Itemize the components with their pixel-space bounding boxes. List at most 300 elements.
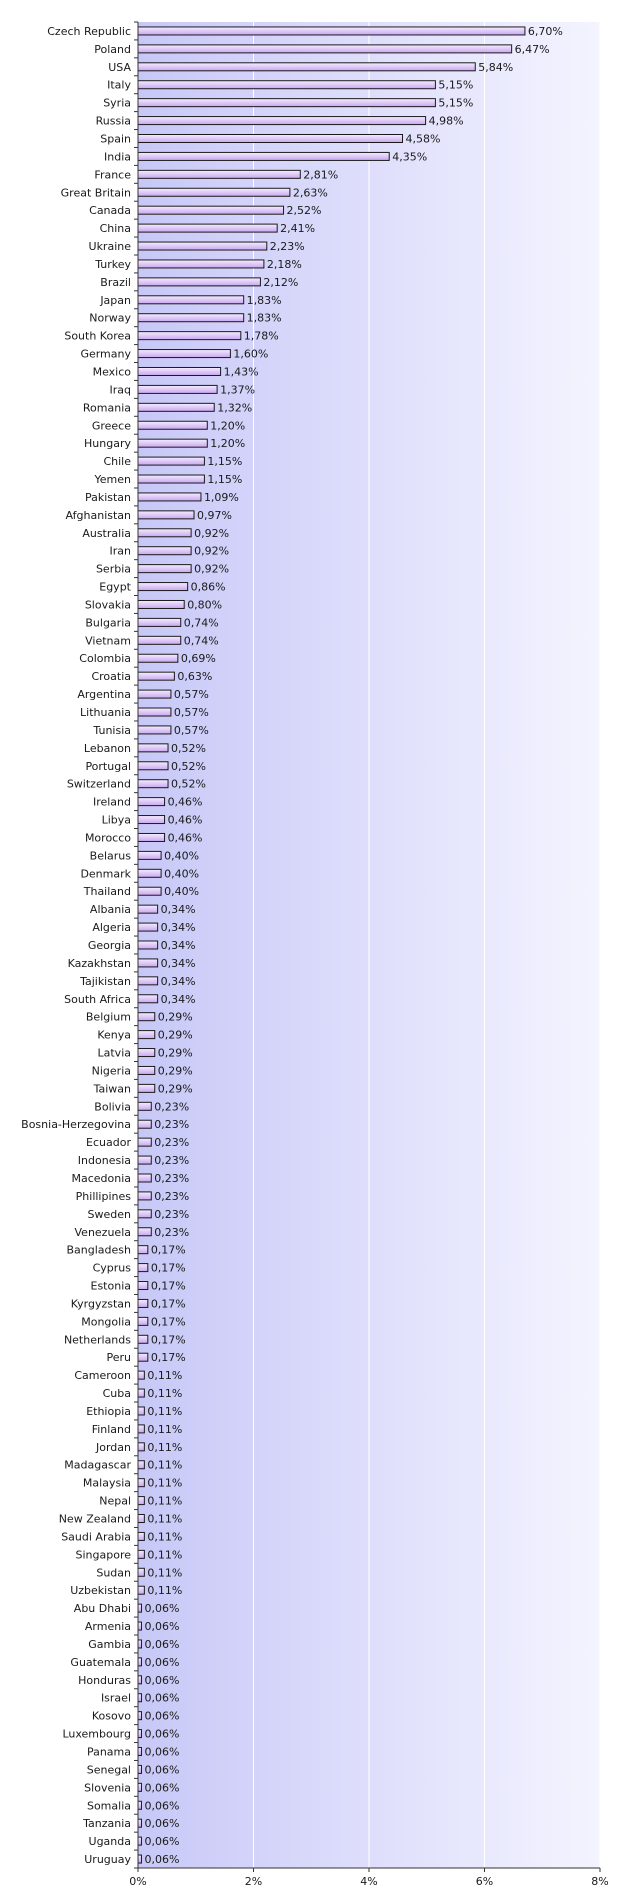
bar: [138, 1335, 148, 1343]
bar: [138, 1228, 151, 1236]
category-label: China: [99, 222, 131, 236]
value-label: 0,57%: [173, 723, 209, 737]
bar: [138, 600, 184, 608]
value-label: 0,29%: [157, 1046, 193, 1060]
value-label: 1,83%: [246, 293, 282, 307]
value-label: 0,06%: [144, 1637, 180, 1651]
bar: [138, 941, 158, 949]
bar: [138, 1371, 144, 1379]
category-label: Peru: [106, 1351, 131, 1365]
category-label: Senegal: [86, 1763, 131, 1777]
value-label: 0,40%: [164, 849, 200, 863]
bar: [138, 224, 277, 232]
category-label: Ukraine: [88, 240, 131, 254]
category-label: Luxembourg: [62, 1727, 131, 1741]
category-label: Algeria: [92, 921, 131, 935]
category-labels: [21, 25, 132, 1866]
bar: [138, 1282, 148, 1290]
value-label: 0,29%: [157, 1028, 193, 1042]
value-label: 0,52%: [171, 759, 206, 773]
bar: [138, 1622, 141, 1630]
value-label: 0,23%: [154, 1154, 190, 1168]
bar: [138, 995, 158, 1003]
bar: [138, 278, 260, 286]
x-tick-label: 2%: [244, 1875, 263, 1888]
category-label: Georgia: [87, 939, 131, 952]
bar: [138, 529, 191, 537]
bar: [138, 869, 161, 877]
bar: [138, 1049, 155, 1057]
category-label: South Korea: [64, 329, 131, 343]
bar: [138, 1425, 144, 1433]
bar: [138, 690, 171, 698]
bar: [138, 1568, 144, 1576]
category-label: Norway: [89, 311, 131, 325]
value-label: 0,06%: [144, 1781, 180, 1795]
category-label: Spain: [100, 132, 131, 146]
bar: [138, 1353, 148, 1361]
value-label: 4,58%: [405, 132, 441, 146]
value-label: 0,34%: [160, 939, 196, 952]
value-label: 1,32%: [217, 401, 253, 415]
bar: [138, 475, 204, 483]
bar: [138, 45, 512, 53]
bar: [138, 242, 267, 250]
bar: [138, 1532, 144, 1540]
value-label: 0,06%: [144, 1853, 180, 1867]
category-label: Netherlands: [63, 1333, 131, 1347]
category-label: South Africa: [64, 992, 131, 1006]
category-label: Sweden: [87, 1207, 131, 1221]
bar: [138, 1461, 144, 1469]
bar: [138, 1550, 144, 1558]
bar: [138, 457, 204, 465]
value-label: 4,98%: [428, 114, 464, 128]
category-label: Italy: [107, 78, 131, 92]
value-label: 5,15%: [438, 96, 474, 110]
value-label: 0,34%: [160, 992, 196, 1006]
category-label: Latvia: [97, 1046, 131, 1060]
category-label: Chile: [103, 455, 131, 469]
category-label: Finland: [91, 1422, 131, 1436]
category-label: Brazil: [100, 275, 131, 289]
category-label: Nepal: [99, 1494, 131, 1508]
value-label: 5,15%: [438, 78, 474, 92]
bar: [138, 780, 168, 788]
value-label: 0,17%: [150, 1297, 186, 1311]
category-label: Gambia: [88, 1637, 131, 1651]
category-label: Mongolia: [81, 1315, 131, 1329]
bar: [138, 1317, 148, 1325]
bar: [138, 99, 435, 107]
value-label: 0,23%: [154, 1207, 190, 1221]
bar: [138, 905, 158, 913]
bar: [138, 583, 188, 591]
bar: [138, 547, 191, 555]
category-label: Phillipines: [75, 1189, 131, 1203]
value-label: 5,84%: [478, 60, 514, 74]
value-label: 0,23%: [154, 1100, 190, 1114]
value-label: 0,46%: [167, 831, 203, 845]
category-label: Romania: [82, 401, 131, 415]
bar: [138, 887, 161, 895]
value-label: 6,70%: [527, 24, 563, 38]
category-label: Ireland: [92, 795, 131, 809]
bar: [138, 188, 290, 196]
value-label: 0,06%: [144, 1763, 180, 1777]
category-label: Tajikistan: [80, 974, 131, 988]
category-label: Cuba: [102, 1387, 131, 1401]
value-label: 0,40%: [164, 867, 200, 881]
category-label: India: [104, 150, 131, 164]
value-label: 0,17%: [150, 1351, 186, 1365]
category-label: Israel: [100, 1691, 131, 1705]
category-label: Indonesia: [77, 1154, 131, 1168]
value-label: 2,63%: [292, 186, 328, 200]
bar: [138, 1120, 151, 1128]
value-label: 4,35%: [392, 150, 428, 164]
category-label: Lebanon: [83, 741, 131, 755]
category-label: Mexico: [92, 365, 131, 379]
value-label: 0,06%: [144, 1673, 180, 1687]
bar: [138, 1031, 155, 1039]
category-label: Egypt: [99, 580, 131, 594]
category-label: Cyprus: [92, 1261, 131, 1275]
bar: [138, 439, 207, 447]
bar: [138, 1712, 141, 1720]
category-label: Belarus: [89, 849, 131, 863]
category-label: Colombia: [79, 652, 131, 666]
bar: [138, 1730, 141, 1738]
x-tick-label: 8%: [591, 1875, 609, 1888]
value-label: 0,23%: [154, 1171, 190, 1185]
category-label: Bulgaria: [85, 616, 131, 630]
category-label: Poland: [94, 42, 131, 56]
category-label: Afghanistan: [65, 508, 131, 522]
bar: [138, 332, 241, 340]
bar: [138, 1640, 141, 1648]
bar: [138, 1084, 155, 1092]
category-label: Switzerland: [66, 777, 131, 791]
category-label: Libya: [101, 813, 131, 827]
bar: [138, 206, 284, 214]
category-label: Kenya: [97, 1028, 131, 1042]
bar: [138, 1837, 141, 1845]
bar: [138, 1299, 148, 1307]
value-label: 0,57%: [173, 688, 209, 702]
bar: [138, 511, 194, 519]
value-label: 2,12%: [263, 275, 299, 289]
bar: [138, 385, 217, 393]
bar: [138, 296, 244, 304]
category-label: Greece: [91, 419, 131, 433]
value-label: 0,17%: [150, 1243, 186, 1257]
category-label: Uruguay: [84, 1853, 131, 1867]
value-label: 2,41%: [280, 222, 316, 236]
value-label: 0,17%: [150, 1279, 186, 1293]
value-label: 0,63%: [177, 670, 213, 684]
bar: [138, 260, 264, 268]
category-label: Iraq: [109, 383, 131, 397]
value-label: 2,23%: [269, 240, 305, 254]
bar: [138, 63, 475, 71]
value-label: 0,06%: [144, 1835, 180, 1849]
bar: [138, 565, 191, 573]
bar: [138, 1389, 144, 1397]
value-label: 0,97%: [197, 508, 232, 522]
category-label: Bangladesh: [66, 1243, 131, 1257]
bar: [138, 1102, 151, 1110]
category-label: Guatemala: [70, 1655, 131, 1669]
category-label: Venezuela: [74, 1225, 131, 1239]
category-label: Morocco: [84, 831, 131, 845]
value-label: 0,11%: [147, 1458, 183, 1472]
value-label: 0,92%: [194, 526, 230, 540]
bar: [138, 618, 181, 626]
value-label: 2,52%: [286, 204, 322, 218]
bar: [138, 762, 168, 770]
bar: [138, 1138, 151, 1146]
bar: [138, 708, 171, 716]
bar: [138, 1156, 151, 1164]
x-tick-label: 4%: [360, 1875, 378, 1888]
value-label: 0,29%: [157, 1010, 193, 1024]
value-label: 0,80%: [187, 598, 223, 612]
bar: [138, 654, 178, 662]
value-label: 0,06%: [144, 1817, 180, 1831]
category-label: Tunisia: [93, 723, 131, 737]
bar: [138, 1192, 151, 1200]
category-label: Slovakia: [84, 598, 131, 612]
category-label: Czech Republic: [47, 24, 131, 38]
value-label: 0,46%: [167, 813, 203, 827]
value-label: 0,11%: [147, 1548, 183, 1562]
value-label: 1,20%: [210, 437, 246, 451]
value-label: 0,46%: [167, 795, 203, 809]
value-label: 0,11%: [147, 1404, 183, 1418]
value-label: 6,47%: [514, 42, 550, 56]
category-label: Malaysia: [82, 1476, 131, 1490]
category-label: Abu Dhabi: [73, 1602, 131, 1616]
value-label: 0,06%: [144, 1727, 180, 1741]
value-label: 0,92%: [194, 562, 230, 576]
value-label: 0,11%: [147, 1476, 183, 1490]
value-label: 0,11%: [147, 1422, 183, 1436]
value-label: 0,06%: [144, 1655, 180, 1669]
bar: [138, 27, 525, 35]
bar: [138, 851, 161, 859]
value-label: 0,11%: [147, 1494, 183, 1508]
category-label: Japan: [100, 293, 131, 307]
value-label: 1,78%: [243, 329, 279, 343]
category-label: Taiwan: [93, 1082, 131, 1096]
x-tick-labels: [129, 1875, 608, 1888]
value-label: 0,17%: [150, 1315, 186, 1329]
category-label: Armenia: [84, 1620, 131, 1634]
category-label: Canada: [89, 204, 131, 218]
bar: [138, 1855, 141, 1863]
bar: [138, 1801, 141, 1809]
bar: [138, 1174, 151, 1182]
value-label: 0,11%: [147, 1584, 183, 1598]
category-label: Uzbekistan: [70, 1584, 131, 1598]
category-label: Lithuania: [80, 706, 131, 720]
bar: [138, 1066, 155, 1074]
bar: [138, 152, 389, 160]
category-label: Hungary: [84, 437, 131, 451]
value-label: 1,09%: [203, 490, 239, 504]
category-label: Jordan: [96, 1440, 131, 1454]
category-label: New Zealand: [58, 1512, 131, 1526]
bar: [138, 314, 244, 322]
category-label: Germany: [80, 347, 131, 361]
category-label: Thailand: [83, 885, 131, 899]
value-label: 1,43%: [223, 365, 259, 379]
value-label: 0,74%: [183, 616, 219, 630]
value-label: 0,11%: [147, 1566, 183, 1580]
category-label: Yemen: [94, 473, 131, 487]
category-label: Madagascar: [64, 1458, 131, 1472]
bar: [138, 1443, 144, 1451]
bar: [138, 350, 230, 358]
bar: [138, 1246, 148, 1254]
value-label: 2,18%: [266, 257, 302, 271]
category-label: Bolivia: [94, 1100, 131, 1114]
value-label: 0,11%: [147, 1530, 183, 1544]
value-label: 0,17%: [150, 1261, 186, 1275]
value-label: 0,52%: [171, 777, 206, 791]
category-label: Kazakhstan: [67, 956, 131, 970]
bar: [138, 726, 171, 734]
category-label: Denmark: [80, 867, 131, 881]
bar: [138, 403, 214, 411]
bar: [138, 959, 158, 967]
bar: [138, 1765, 141, 1773]
value-label: 0,11%: [147, 1512, 183, 1526]
bar: [138, 672, 174, 680]
category-label: Ecuador: [86, 1136, 131, 1150]
category-label: Uganda: [88, 1835, 131, 1849]
category-label: Somalia: [86, 1799, 131, 1813]
category-label: USA: [108, 60, 131, 74]
category-label: Australia: [82, 526, 131, 540]
category-label: Croatia: [91, 670, 131, 684]
category-label: Serbia: [95, 562, 131, 576]
category-label: Macedonia: [71, 1171, 131, 1185]
category-label: Portugal: [85, 759, 131, 773]
bar: [138, 1210, 151, 1218]
category-label: Estonia: [90, 1279, 131, 1293]
bar: [138, 977, 158, 985]
bar: [138, 1658, 141, 1666]
bar: [138, 833, 165, 841]
value-label: 0,06%: [144, 1602, 180, 1616]
value-label: 0,40%: [164, 885, 200, 899]
bar: [138, 1013, 155, 1021]
value-label: 0,57%: [173, 706, 209, 720]
bar: [138, 1586, 144, 1594]
bar: [138, 1748, 141, 1756]
value-label: 0,23%: [154, 1118, 190, 1132]
bar: [138, 81, 435, 89]
category-label: Nigeria: [91, 1064, 131, 1078]
value-label: 0,29%: [157, 1082, 193, 1096]
category-label: Vietnam: [85, 634, 131, 648]
value-label: 0,34%: [160, 921, 196, 935]
category-label: Saudi Arabia: [61, 1530, 131, 1544]
value-label: 0,86%: [190, 580, 226, 594]
category-label: Honduras: [78, 1673, 131, 1687]
bar: [138, 134, 402, 142]
bar: [138, 1604, 141, 1612]
category-label: Singapore: [75, 1548, 131, 1562]
bar: [138, 1819, 141, 1827]
category-label: Pakistan: [84, 490, 131, 504]
category-label: Slovenia: [84, 1781, 131, 1795]
value-label: 0,29%: [157, 1064, 193, 1078]
bar: [138, 798, 165, 806]
category-label: Ethiopia: [86, 1404, 131, 1418]
category-label: Turkey: [95, 257, 131, 271]
value-label: 0,92%: [194, 544, 230, 558]
bar: [138, 1676, 141, 1684]
value-label: 0,34%: [160, 956, 196, 970]
category-label: Sudan: [96, 1566, 131, 1580]
value-label: 0,11%: [147, 1387, 183, 1401]
value-label: 0,23%: [154, 1136, 190, 1150]
value-label: 1,15%: [207, 473, 243, 487]
bar: [138, 923, 158, 931]
value-label: 0,34%: [160, 903, 196, 917]
bar: [138, 1479, 144, 1487]
value-label: 0,11%: [147, 1440, 183, 1454]
value-label: 0,17%: [150, 1333, 186, 1347]
bar: [138, 493, 201, 501]
category-label: Syria: [103, 96, 131, 110]
value-label: 0,06%: [144, 1745, 180, 1759]
bar: [138, 1497, 144, 1505]
bar: [138, 170, 300, 178]
value-label: 1,37%: [220, 383, 256, 397]
value-label: 0,52%: [171, 741, 206, 755]
value-label: 0,06%: [144, 1620, 180, 1634]
category-label: France: [94, 168, 131, 182]
x-tick-label: 6%: [475, 1875, 494, 1888]
category-label: Bosnia-Herzegovina: [21, 1118, 131, 1132]
value-label: 0,23%: [154, 1189, 190, 1203]
value-label: 1,60%: [233, 347, 269, 361]
value-label: 1,20%: [210, 419, 246, 433]
bar: [138, 1407, 144, 1415]
bar: [138, 117, 426, 125]
value-label: 0,69%: [180, 652, 216, 666]
bar: [138, 816, 165, 824]
value-label: 2,81%: [303, 168, 339, 182]
bar: [138, 1694, 141, 1702]
category-label: Great Britain: [60, 186, 131, 200]
value-label: 1,15%: [207, 455, 243, 469]
value-label: 0,34%: [160, 974, 196, 988]
bar: [138, 421, 207, 429]
x-tick-label: 0%: [129, 1875, 147, 1888]
category-label: Albania: [89, 903, 131, 917]
category-label: Argentina: [77, 688, 131, 702]
category-label: Iran: [109, 544, 131, 558]
value-label: 0,06%: [144, 1709, 180, 1723]
value-label: 0,11%: [147, 1369, 183, 1383]
category-label: Cameroon: [74, 1369, 131, 1383]
bar: [138, 744, 168, 752]
